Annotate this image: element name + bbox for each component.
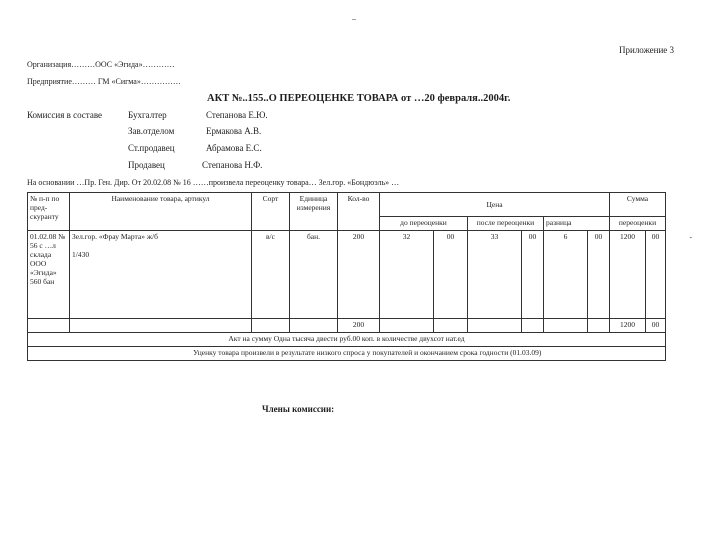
header-sum: Сумма bbox=[610, 193, 666, 217]
commission-name: Ермакова А.В. bbox=[206, 126, 262, 136]
header-name: Наименование товара, артикул bbox=[70, 193, 252, 231]
commission-role: Продавец bbox=[128, 160, 165, 170]
header-num: № п-п по пред-скуранту bbox=[28, 193, 70, 231]
members-label: Члены комиссии: bbox=[262, 404, 335, 414]
commission-name: Степанова Н.Ф. bbox=[202, 160, 263, 170]
row-sum-kop: 00 bbox=[646, 231, 666, 319]
header-price-before: до переоценки bbox=[380, 217, 468, 231]
enterprise-line: Предприятие……… ГМ «Сигма»…………… bbox=[27, 77, 181, 86]
row-name: Зел.гор. «Фрау Марта» ж/б bbox=[72, 232, 158, 241]
organization-line: Организация………ООС «Эгида»………… bbox=[27, 60, 175, 69]
header-sum-sub: переоценки bbox=[610, 217, 666, 231]
row-diff-rub: 6 bbox=[544, 231, 588, 319]
commission-role: Ст.продавец bbox=[128, 143, 175, 153]
row-num: 01.02.08 № 56 с …л склада ООО «Эгида» 560 бан bbox=[28, 231, 70, 319]
total-sum-rub: 1200 bbox=[610, 319, 646, 333]
row-article: 1/430 bbox=[72, 250, 90, 259]
row-qty: 200 bbox=[338, 231, 380, 319]
row-sum-rub: 1200 bbox=[610, 231, 646, 319]
basis-line: На основании …Пр. Ген. Дир. От 20.02.08 № 16 ……произвела переоценку товара… Зел.гор. «Бондюэль» … bbox=[27, 178, 400, 187]
header-sort: Сорт bbox=[252, 193, 290, 231]
row-unit: бан. bbox=[290, 231, 338, 319]
total-sum-kop: 00 bbox=[646, 319, 666, 333]
commission-name: Абрамова Е.С. bbox=[206, 143, 262, 153]
summary-line: Акт на сумму Одна тысяча двести руб.00 коп. в количестве двухсот нат.ед bbox=[28, 333, 666, 347]
row-before-kop: 00 bbox=[434, 231, 468, 319]
row-sort: в/с bbox=[252, 231, 290, 319]
header-qty: Кол-во bbox=[338, 193, 380, 231]
header-price-diff: разница bbox=[544, 217, 610, 231]
commission-role: Зав.отделом bbox=[128, 126, 175, 136]
row-before-rub: 32 bbox=[380, 231, 434, 319]
row-name-cell bbox=[70, 231, 252, 319]
document-title: АКТ №..155..О ПЕРЕОЦЕНКЕ ТОВАРА от …20 февраля..2004г. bbox=[207, 93, 511, 104]
reason-line: Уценку товара произвели в результате низкого спроса у покупателей и окончанием срока годности (01.03.09) bbox=[70, 347, 666, 361]
header-price: Цена bbox=[380, 193, 610, 217]
top-mark: – bbox=[352, 14, 356, 23]
row-mark: - bbox=[689, 231, 692, 241]
row-diff-kop: 00 bbox=[588, 231, 610, 319]
header-price-after: после переоценки bbox=[468, 217, 544, 231]
revaluation-table bbox=[27, 192, 716, 361]
commission-label: Комиссия в составе bbox=[27, 110, 103, 120]
commission-role: Бухгалтер bbox=[128, 110, 167, 120]
total-qty: 200 bbox=[338, 319, 380, 333]
appendix-label: Приложение 3 bbox=[619, 45, 675, 55]
header-unit: Единица измерения bbox=[290, 193, 338, 231]
commission-name: Степанова Е.Ю. bbox=[206, 110, 268, 120]
row-after-rub: 33 bbox=[468, 231, 522, 319]
row-after-kop: 00 bbox=[522, 231, 544, 319]
